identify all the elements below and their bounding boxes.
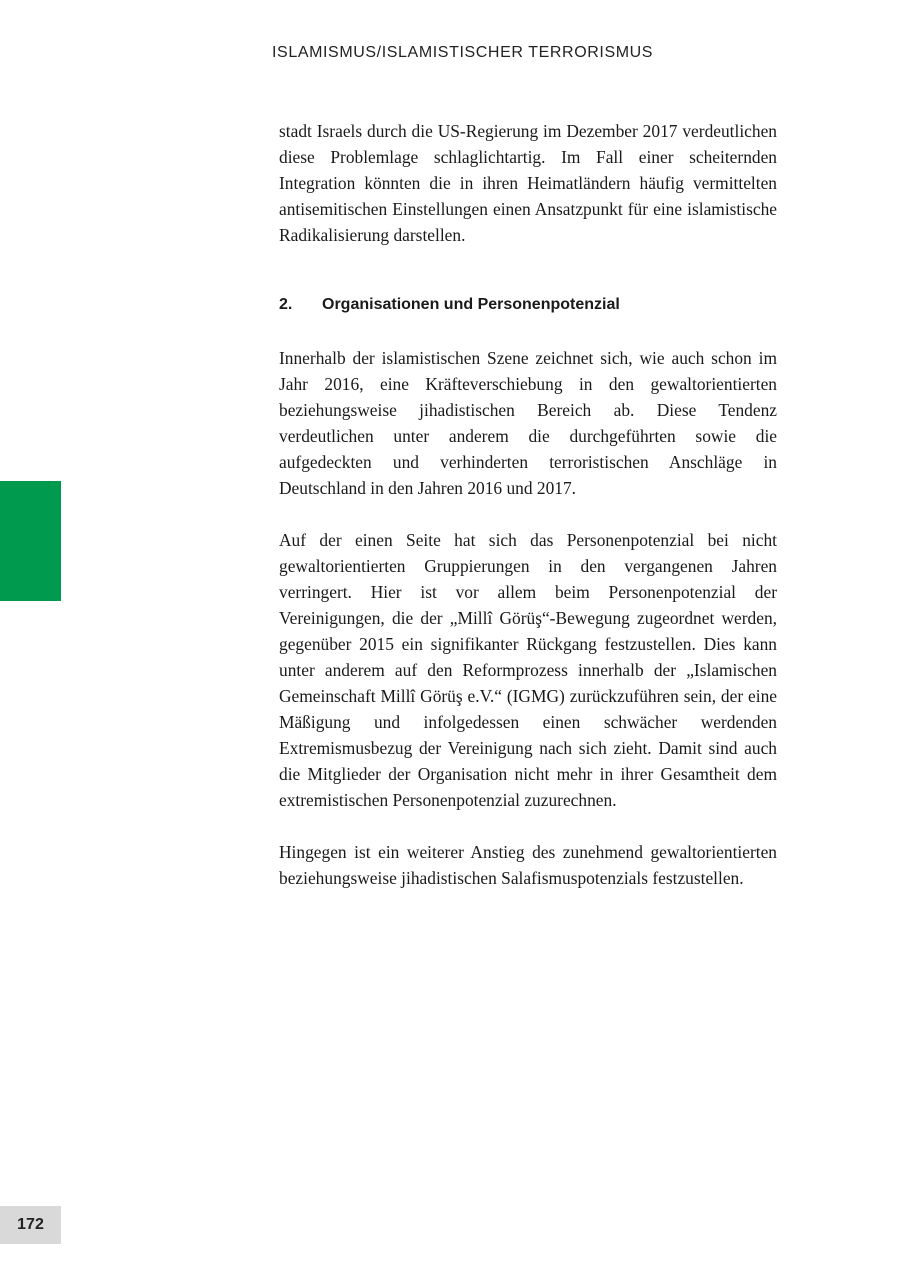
body-paragraph: Hingegen ist ein weiterer Anstieg des zunehmend gewaltorientierten beziehungsweise jihadistischen Salafismuspotenzials festzustellen.: [279, 842, 777, 888]
chapter-side-tab: [0, 481, 61, 601]
section-heading: [279, 295, 777, 315]
section-title: Organisationen und Personenpotenzial: [322, 296, 620, 313]
intro-paragraph: stadt Israels durch die US-Regierung im Dezember 2017 verdeutlichen diese Problemlage schlaglichtartig. Im Fall einer scheiternden Integration könnten die in ihren Heimatländern häufig vermittelten antisemitischen Einstellungen einen Ansatzpunkt für eine islamistische Radikalisierung darstellen.: [279, 121, 777, 245]
section-number: 2.: [279, 296, 293, 313]
page-number: 172: [0, 1206, 61, 1244]
body-paragraph: Innerhalb der islamistischen Szene zeichnet sich, wie auch schon im Jahr 2016, eine Kräfteverschiebung in den gewaltorientierten beziehungsweise jihadistischen Bereich ab. Diese Tendenz verdeutlichen unter anderem die durchgeführten sowie die aufgedeckten und verhinderten terroristischen Anschläge in Deutschland in den Jahren 2016 und 2017.: [279, 348, 777, 498]
running-header: ISLAMISMUS/ISLAMISTISCHER TERRORISMUS: [272, 44, 654, 61]
body-paragraph: Auf der einen Seite hat sich das Personenpotenzial bei nicht gewaltorientierten Gruppierungen in den vergangenen Jahren verringert. Hier ist vor allem beim Personenpotenzial der Vereinigungen, die der „Millî Görüş“-Bewegung zugeordnet werden, gegenüber 2015 ein signifikanter Rückgang festzustellen. Dies kann unter anderem auf den Reformprozess innerhalb der „Islamischen Gemeinschaft Millî Görüş e.V.“ (IGMG) zurückzuführen sein, der eine Mäßigung und infolgedessen einen schwächer werdenden Extremismusbezug der Vereinigung nach sich zieht. Damit sind auch die Mitglieder der Organisation nicht mehr in ihrer Gesamtheit dem extremistischen Personenpotenzial zuzurechnen.: [279, 530, 777, 810]
page-content: [279, 118, 777, 891]
